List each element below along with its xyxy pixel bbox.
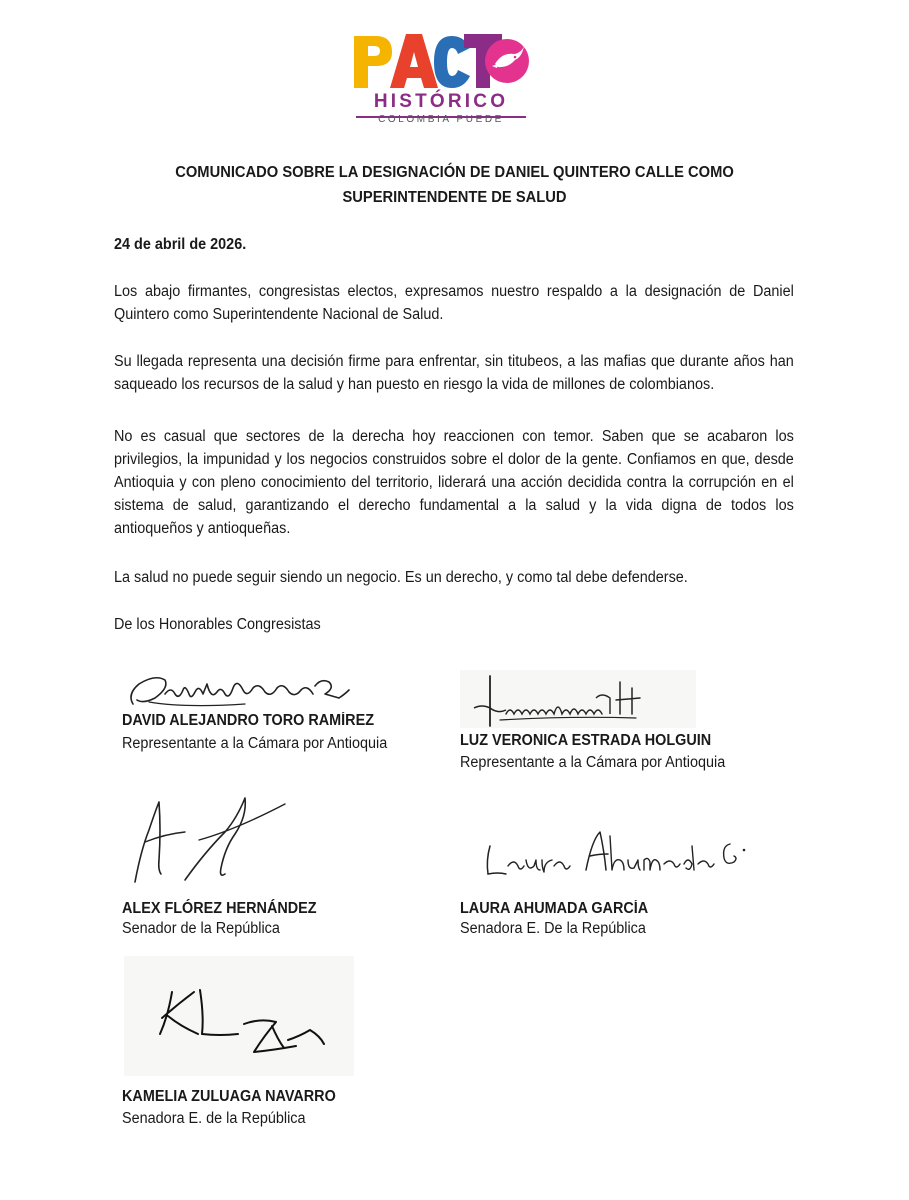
title-line-2: SUPERINTENDENTE DE SALUD xyxy=(342,189,567,206)
signatory-3-role: Senador de la República xyxy=(122,920,280,937)
signature-laura-ahumada xyxy=(478,820,758,880)
signatory-1-role: Representante a la Cámara por Antioquia xyxy=(122,735,388,752)
pacto-logo-wordmark xyxy=(352,30,530,90)
signatory-5-role: Senadora E. de la República xyxy=(122,1110,306,1127)
signatory-4-role: Senadora E. De la República xyxy=(460,920,646,937)
closing-line: De los Honorables Congresistas xyxy=(114,616,321,633)
title-line-1: COMUNICADO SOBRE LA DESIGNACIÓN DE DANIEL QUINTERO CALLE COMO xyxy=(175,164,734,181)
signatory-1-name: DAVID ALEJANDRO TORO RAMÍREZ xyxy=(122,712,375,729)
paragraph-4: La salud no puede seguir siendo un negocio. Es un derecho, y como tal debe defenderse. xyxy=(114,569,688,586)
document-title xyxy=(92,160,818,210)
paragraph-3: No es casual que sectores de la derecha hoy reaccionen con temor. Saben que se acabaron los privilegios, la impunidad y los negocios construidos sobre el dolor de la gente. Confiamos en que, desde Antioquia y con pleno conocimiento del territorio, liderará una acción decidida contra la corrupción en el sistema de salud, garantizando el derecho fundamental a la salud y la vida digna de todos los antioqueños y antioqueñas. xyxy=(114,428,794,537)
signature-kamelia-zuluaga xyxy=(124,956,354,1076)
signature-david-toro xyxy=(125,664,365,714)
logo-subtitle: HISTÓRICO xyxy=(373,91,509,112)
document-date: 24 de abril de 2026. xyxy=(114,236,247,253)
signatory-2-role: Representante a la Cámara por Antioquia xyxy=(460,754,726,771)
signatory-5-name: KAMELIA ZULUAGA NAVARRO xyxy=(122,1088,336,1105)
paragraph-2: Su llegada representa una decisión firme para enfrentar, sin titubeos, a las mafias que durante años han saqueado los recursos de la salud y han puesto en riesgo la vida de millones de colombianos. xyxy=(114,353,794,393)
logo-tagline: COLOMBIA PUEDE xyxy=(378,114,504,125)
paragraph-1: Los abajo firmantes, congresistas electos, expresamos nuestro respaldo a la designación de Daniel Quintero como Superintendente Nacional de Salud. xyxy=(114,283,794,323)
signature-alex-florez xyxy=(125,790,295,885)
signatory-4-name: LAURA AHUMADA GARCÍA xyxy=(460,900,649,917)
signatory-3-name: ALEX FLÓREZ HERNÁNDEZ xyxy=(122,900,317,917)
signatory-2-name: LUZ VERONICA ESTRADA HOLGUIN xyxy=(460,732,712,749)
signature-luz-estrada xyxy=(460,670,696,728)
